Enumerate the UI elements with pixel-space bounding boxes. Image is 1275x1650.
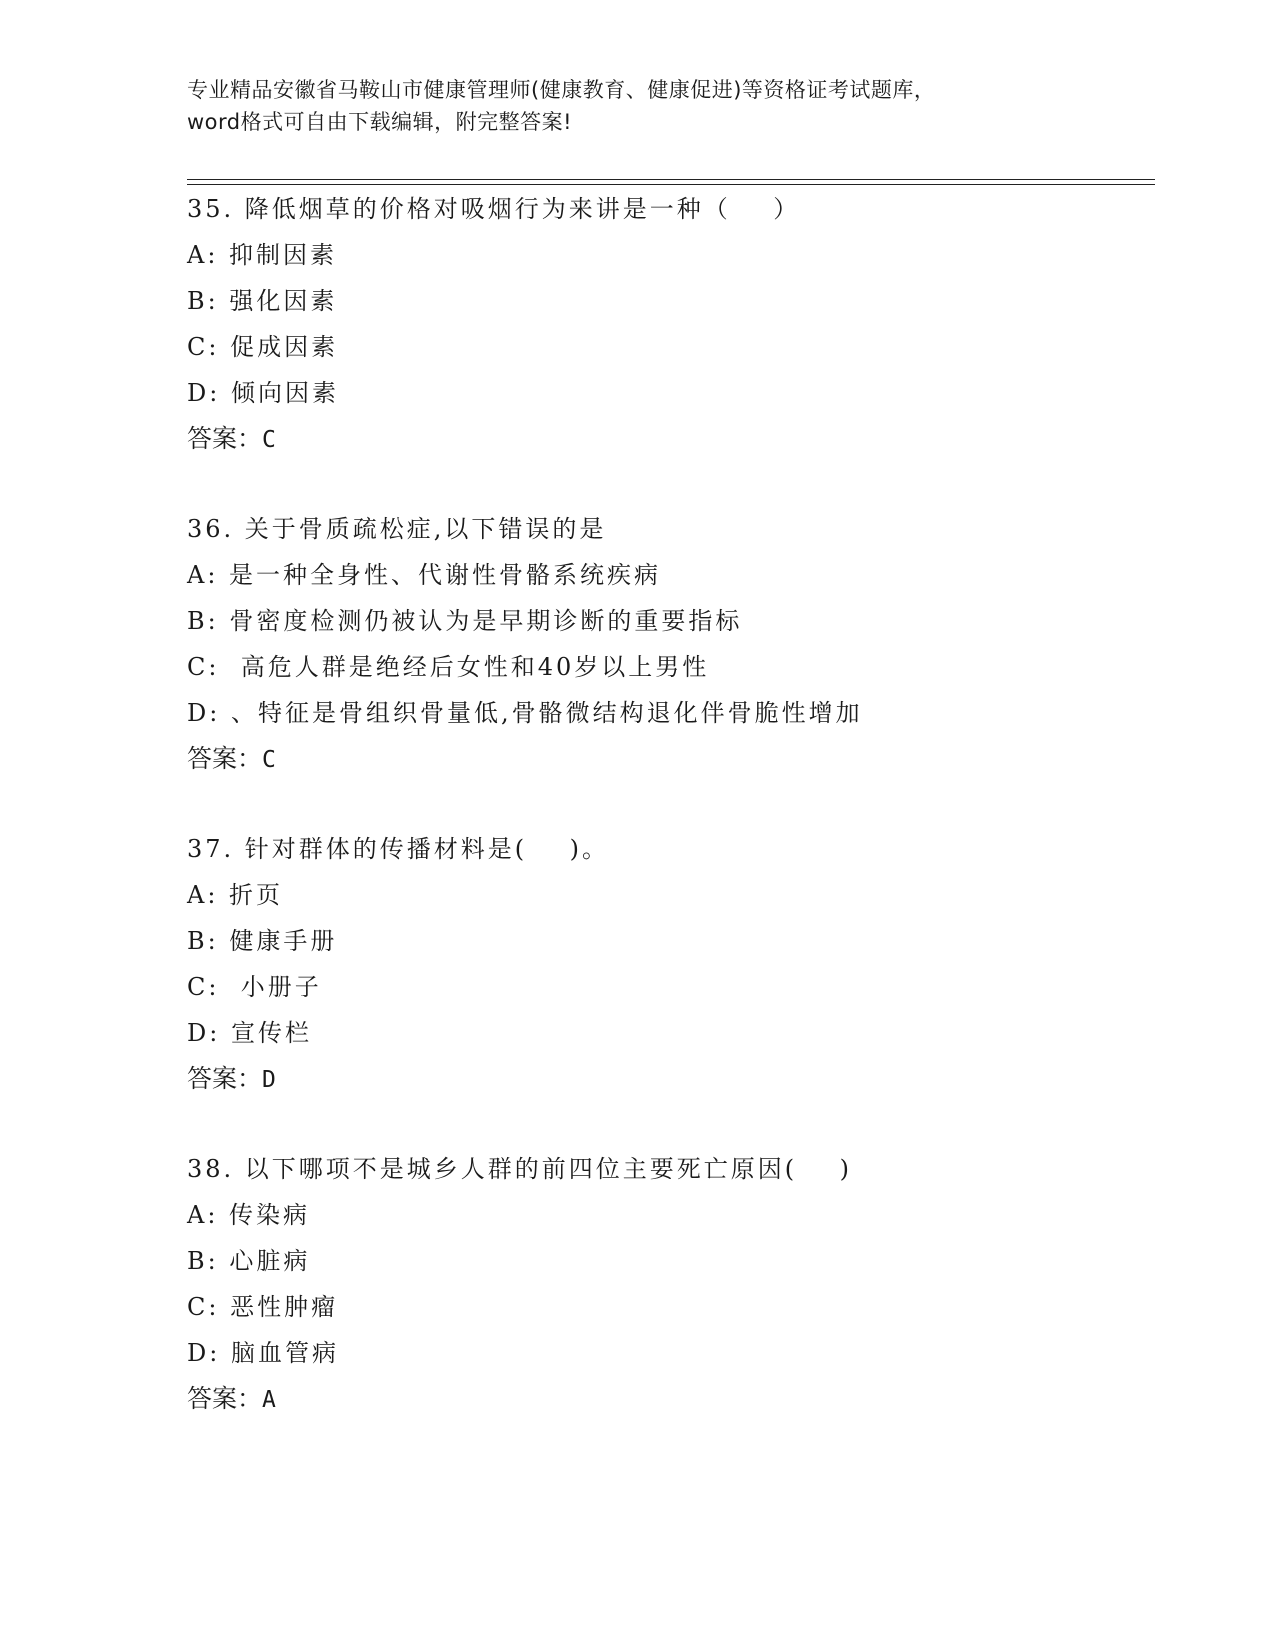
answer-value: C bbox=[262, 747, 276, 773]
answer-label: 答案： bbox=[187, 1064, 263, 1093]
option-b: B: 骨密度检测仍被认为是早期诊断的重要指标 bbox=[187, 607, 743, 635]
option-c: C: 恶性肿瘤 bbox=[187, 1293, 339, 1321]
question-36 bbox=[187, 506, 1147, 782]
option-a: A: 折页 bbox=[187, 881, 284, 909]
option-d: D: 脑血管病 bbox=[187, 1339, 339, 1367]
option-d: D: 宣传栏 bbox=[187, 1019, 312, 1047]
option-a: A: 抑制因素 bbox=[187, 241, 338, 269]
option-b: B: 健康手册 bbox=[187, 927, 338, 955]
answer-value: A bbox=[262, 1387, 276, 1413]
question-38 bbox=[187, 1146, 1147, 1422]
answer-label: 答案： bbox=[187, 744, 263, 773]
option-a: A: 传染病 bbox=[187, 1201, 311, 1229]
header-line-2: word格式可自由下载编辑，附完整答案! bbox=[187, 110, 573, 134]
question-37 bbox=[187, 826, 1147, 1102]
option-a: A: 是一种全身性、代谢性骨骼系统疾病 bbox=[187, 561, 662, 589]
option-c: C: 高危人群是绝经后女性和40岁以上男性 bbox=[187, 653, 710, 681]
option-c: C: 小册子 bbox=[187, 973, 322, 1001]
header-divider-bottom bbox=[187, 184, 1155, 185]
answer-value: D bbox=[262, 1067, 276, 1093]
option-c: C: 促成因素 bbox=[187, 333, 339, 361]
answer-line bbox=[187, 1056, 1147, 1102]
answer-line bbox=[187, 736, 1147, 782]
question-35 bbox=[187, 186, 1147, 462]
answer-label: 答案： bbox=[187, 1384, 263, 1413]
question-stem: 38. 以下哪项不是城乡人群的前四位主要死亡原因( ) bbox=[187, 1155, 853, 1183]
question-stem: 36. 关于骨质疏松症,以下错误的是 bbox=[187, 515, 607, 543]
answer-label: 答案： bbox=[187, 424, 263, 453]
header-divider-top bbox=[187, 179, 1155, 180]
question-stem: 37. 针对群体的传播材料是( )。 bbox=[187, 835, 610, 863]
answer-value: C bbox=[262, 427, 276, 453]
answer-line bbox=[187, 416, 1147, 462]
option-b: B: 强化因素 bbox=[187, 287, 338, 315]
question-stem: 35. 降低烟草的价格对吸烟行为来讲是一种（ ） bbox=[187, 195, 801, 223]
answer-line bbox=[187, 1376, 1147, 1422]
document-header bbox=[187, 74, 1087, 138]
option-b: B: 心脏病 bbox=[187, 1247, 311, 1275]
header-line-1: 专业精品安徽省马鞍山市健康管理师(健康教育、健康促进)等资格证考试题库， bbox=[187, 78, 936, 102]
option-d: D: 倾向因素 bbox=[187, 379, 339, 407]
option-d: D: 、特征是骨组织骨量低,骨骼微结构退化伴骨脆性增加 bbox=[187, 699, 863, 727]
